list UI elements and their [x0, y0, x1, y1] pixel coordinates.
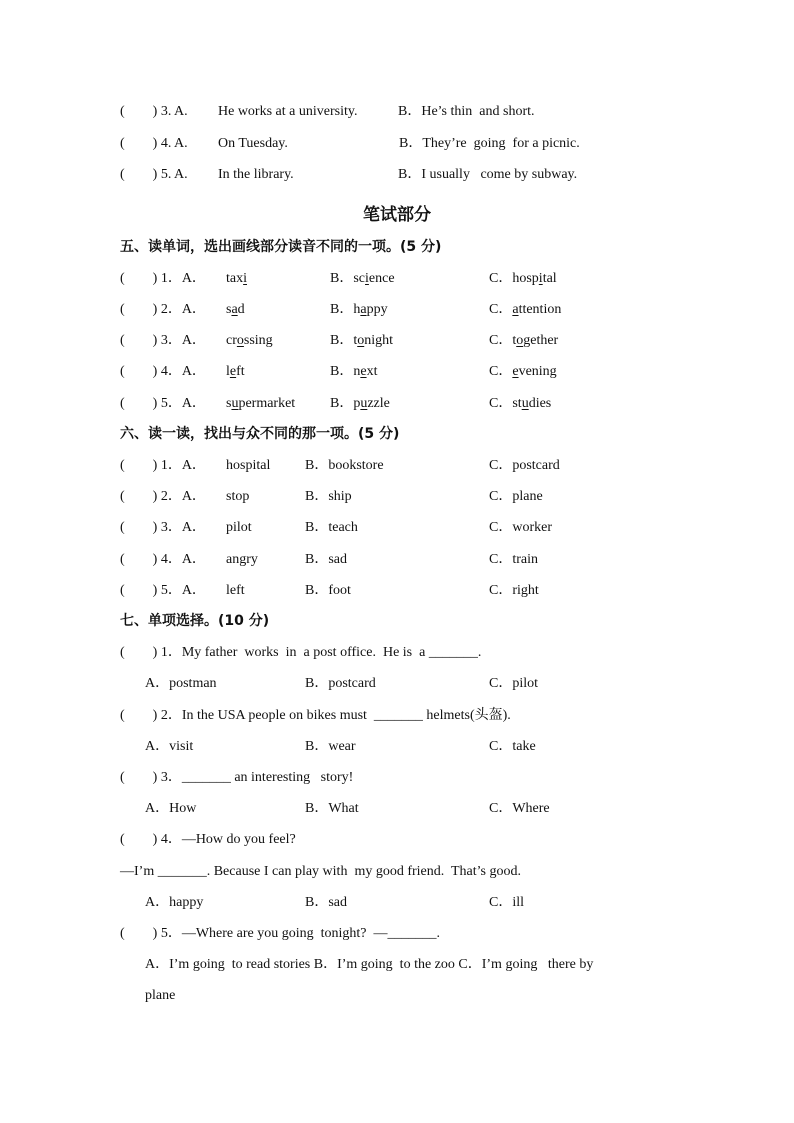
question-number: ( ) 2．A．	[120, 302, 206, 317]
option-b: B．What	[305, 801, 359, 816]
option-a: In the library.	[218, 167, 294, 182]
question-number: ( ) 3．A．	[120, 520, 206, 535]
question-number: ( ) 4．A．	[120, 364, 206, 379]
option-a: supermarket	[226, 396, 296, 411]
option-a: pilot	[226, 520, 252, 535]
option-a: He works at a university.	[218, 104, 358, 119]
option-b: B．sad	[305, 895, 347, 910]
option-b: B．foot	[305, 583, 351, 598]
option-a: On Tuesday.	[218, 136, 288, 151]
option-b: B．science	[330, 271, 395, 286]
option-a: sad	[226, 302, 245, 317]
option-c: C．postcard	[489, 458, 560, 473]
section-6-heading: 六、读一读，找出与众不同的那一项。(5 分)	[120, 426, 400, 442]
question-number: ( ) 1．A．	[120, 458, 206, 473]
written-part-title: 笔试部分	[363, 205, 431, 225]
option-b: B．bookstore	[305, 458, 384, 473]
question-number: ( ) 5. A.	[120, 167, 188, 182]
option-b: B．puzzle	[330, 396, 390, 411]
question-stem: ( ) 5．—Where are you going tonight? —_______.	[120, 926, 440, 941]
option-b: B．I usually come by subway.	[398, 167, 578, 182]
option-a: hospital	[226, 458, 271, 473]
options-line-wrap: plane	[145, 988, 176, 1003]
option-a: stop	[226, 489, 250, 504]
option-b: B．sad	[305, 552, 347, 567]
question-number: ( ) 5．A．	[120, 583, 206, 598]
option-a: A．visit	[145, 739, 194, 754]
question-number: ( ) 4. A.	[120, 136, 188, 151]
option-c: C．take	[489, 739, 536, 754]
option-c: C．attention	[489, 302, 562, 317]
option-c: C．pilot	[489, 676, 539, 691]
option-c: C．train	[489, 552, 538, 567]
option-a: left	[226, 583, 245, 598]
option-b: B．next	[330, 364, 378, 379]
option-b: B．He’s thin and short.	[398, 104, 535, 119]
option-a: left	[226, 364, 245, 379]
question-number: ( ) 4．A．	[120, 552, 206, 567]
option-c: C．Where	[489, 801, 550, 816]
question-stem: ( ) 1．My father works in a post office. He is a _______.	[120, 645, 482, 660]
question-stem: ( ) 3．_______ an interesting story!	[120, 770, 354, 785]
question-number: ( ) 2．A．	[120, 489, 206, 504]
option-c: C．worker	[489, 520, 552, 535]
section-5-heading: 五、读单词，选出画线部分读音不同的一项。(5 分)	[120, 239, 442, 255]
option-c: C．ill	[489, 895, 525, 910]
option-a: A．happy	[145, 895, 204, 910]
option-c: C．plane	[489, 489, 543, 504]
question-number: ( ) 5．A．	[120, 396, 206, 411]
option-a: A．postman	[145, 676, 217, 691]
option-a: taxi	[226, 271, 247, 286]
option-c: C．studies	[489, 396, 552, 411]
option-c: C．together	[489, 333, 559, 348]
options-line: A．I’m going to read stories B．I’m going to the zoo C．I’m going there by	[145, 957, 594, 972]
option-b: B．tonight	[330, 333, 394, 348]
option-b: B．They’re going for a picnic.	[399, 136, 580, 151]
option-a: crossing	[226, 333, 273, 348]
option-c: C．evening	[489, 364, 557, 379]
question-number: ( ) 3．A．	[120, 333, 206, 348]
question-stem: ( ) 2．In the USA people on bikes must _______ helmets(头盔).	[120, 707, 511, 723]
question-number: ( ) 3. A.	[120, 104, 188, 119]
question-number: ( ) 1．A．	[120, 271, 206, 286]
option-a: angry	[226, 552, 258, 567]
section-7-heading: 七、单项选择。(10 分)	[120, 613, 270, 629]
option-b: B．ship	[305, 489, 352, 504]
question-stem: ( ) 4．—How do you feel?	[120, 832, 296, 847]
dialogue-reply: —I’m _______. Because I can play with my good friend. That’s good.	[120, 864, 521, 879]
option-c: C．right	[489, 583, 539, 598]
option-c: C．hospital	[489, 271, 557, 286]
option-b: B．teach	[305, 520, 358, 535]
option-b: B．wear	[305, 739, 356, 754]
option-b: B．happy	[330, 302, 388, 317]
option-a: A．How	[145, 801, 197, 816]
option-b: B．postcard	[305, 676, 376, 691]
